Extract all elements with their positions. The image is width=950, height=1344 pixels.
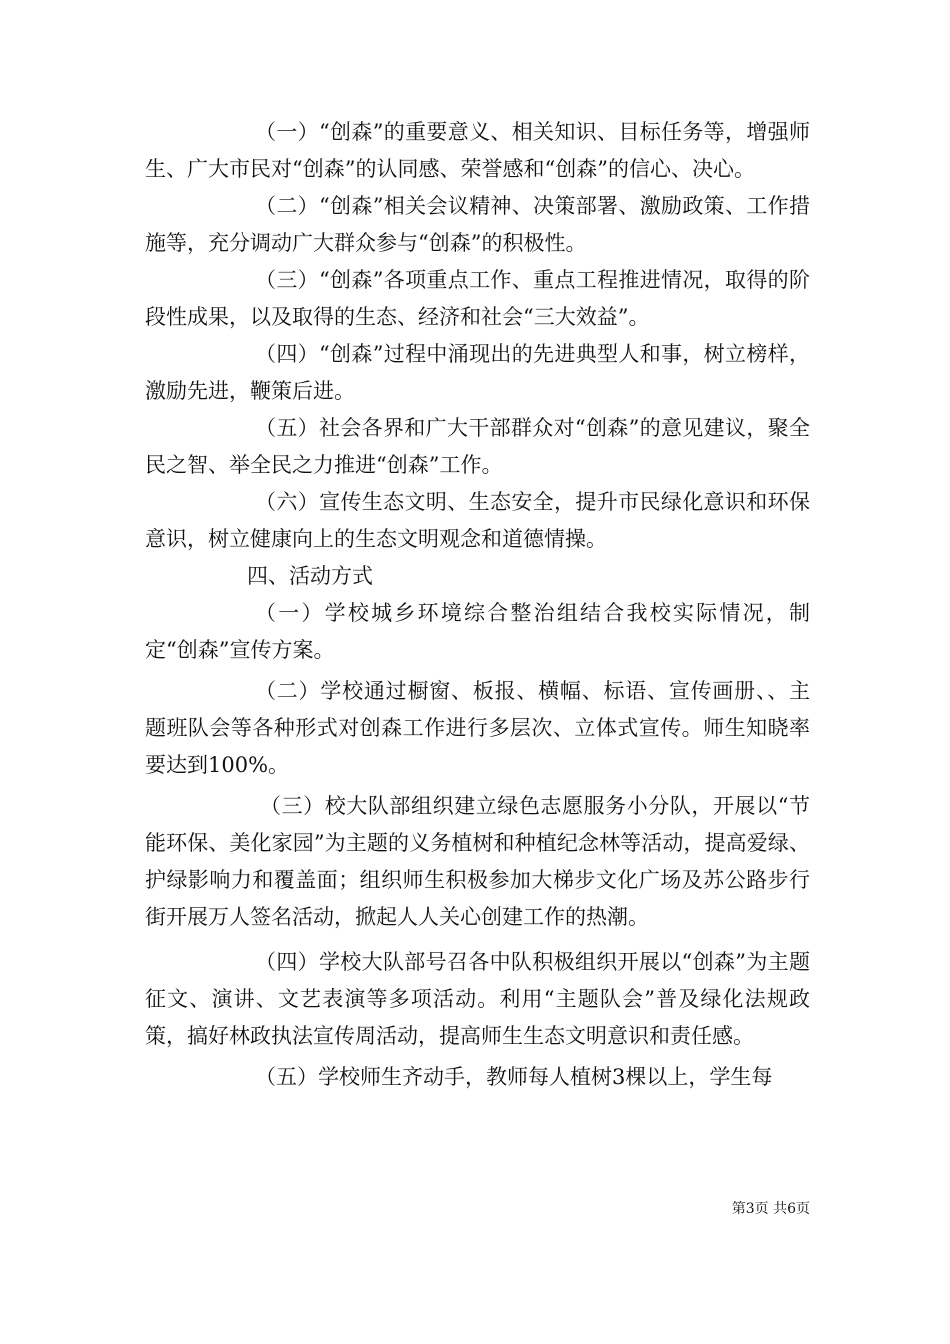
paragraph-publicity-1: （一）“创森”的重要意义、相关知识、目标任务等，增强师生、广大市民对“创森”的认同感、荣誉感和“创森”的信心、决心。 bbox=[145, 120, 810, 181]
paragraph-activity-3: （三）校大队部组织建立绿色志愿服务小分队，开展以“节能环保、美化家园”为主题的义务植树和种植纪念林等活动，提高爱绿、护绿影响力和覆盖面；组织师生积极参加大梯步文化广场及苏公路步行街开展万人签名活动，掀起人人关心创建工作的热潮。 bbox=[145, 794, 810, 929]
section-heading: 四、活动方式 bbox=[247, 564, 373, 588]
document-body bbox=[145, 114, 810, 1096]
paragraph-publicity-5: （五）社会各界和广大干部群众对“创森”的意见建议，聚全民之智、举全民之力推进“创森”工作。 bbox=[145, 416, 810, 477]
paragraph-publicity-4: （四）“创森”过程中涌现出的先进典型人和事，树立榜样，激励先进，鞭策后进。 bbox=[145, 342, 810, 403]
paragraph-publicity-6: （六）宣传生态文明、生态安全，提升市民绿化意识和环保意识，树立健康向上的生态文明观念和道德情操。 bbox=[145, 490, 810, 551]
paragraph-activity-1: （一）学校城乡环境综合整治组结合我校实际情况，制定“创森”宣传方案。 bbox=[145, 601, 810, 662]
paragraph-publicity-3: （三）“创森”各项重点工作、重点工程推进情况，取得的阶段性成果，以及取得的生态、经济和社会“三大效益”。 bbox=[145, 268, 810, 329]
paragraph-activity-5: （五）学校师生齐动手，教师每人植树3棵以上，学生每 bbox=[255, 1065, 773, 1089]
paragraph-activity-2: （二）学校通过橱窗、板报、横幅、标语、宣传画册、、主题班队会等各种形式对创森工作进行多层次、立体式宣传。师生知晓率要达到100%。 bbox=[145, 679, 810, 777]
paragraph-activity-4: （四）学校大队部号召各中队积极组织开展以“创森”为主题征文、演讲、文艺表演等多项活动。利用“主题队会”普及绿化法规政策，搞好林政执法宣传周活动，提高师生生态文明意识和责任感。 bbox=[145, 950, 810, 1048]
paragraph-publicity-2: （二）“创森”相关会议精神、决策部署、激励政策、工作措施等，充分调动广大群众参与“创森”的积极性。 bbox=[145, 194, 810, 255]
page-footer: 第3页 共6页 bbox=[731, 1201, 810, 1217]
